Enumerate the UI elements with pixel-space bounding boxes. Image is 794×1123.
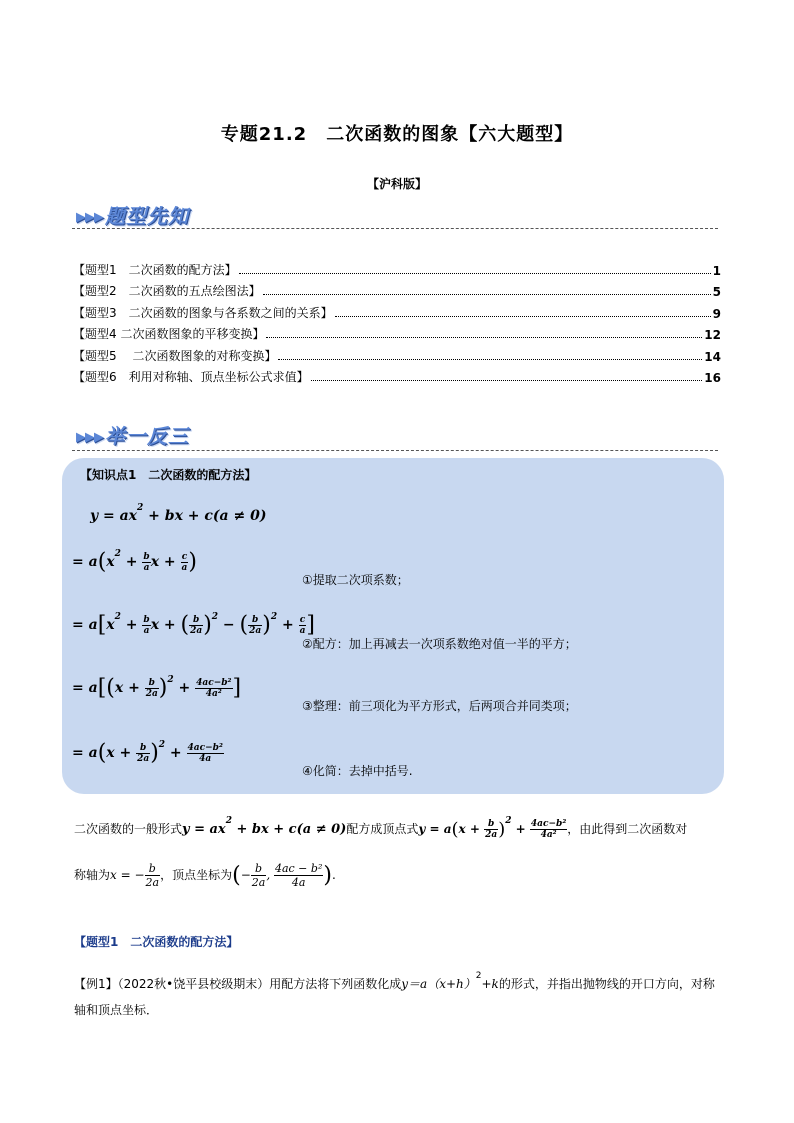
banner-preview-label: 题型先知 [105, 204, 189, 228]
formula-general-inline: $y = ax^2$ + bx + c(a ≠ 0) [182, 816, 347, 837]
toc-item-1[interactable]: 【题型1 二次函数的配方法】 1 [73, 262, 721, 278]
axis-formula: x = − $\frac{b}{2a}$ [110, 862, 160, 889]
toc-item-6[interactable]: 【题型6 利用对称轴、顶点坐标公式求值】 16 [73, 370, 721, 385]
summary-line-2: 称轴为x = − $\frac{b}{2a}$ ，顶点坐标为(− $\frac{b}{2a}$ , $\frac{\text{4ac − b²}}{4a}$ ). [74, 862, 336, 889]
step-note-3: ③整理：前三项化为平方形式，后两项合并同类项； [302, 699, 577, 713]
formula-general: $y = ax^2$ + bx + c(a ≠ 0) [90, 503, 267, 524]
formula-step-4: = a(x + $\frac{b}{2a}$ )$^2$ + $\frac{\text{4ac−b²}}{4a}$ [72, 740, 223, 766]
step-note-4: ④化简：去掉中括号. [302, 764, 413, 778]
toc-item-5[interactable]: 【题型5 二次函数图象的对称变换】 14 [73, 348, 721, 364]
formula-step-1: = $a(x^2$ + $\frac{b}{a}$ x + $\frac{c}{a}$ ) [72, 549, 197, 575]
table-of-contents [73, 256, 721, 385]
formula-vertex-inline: y = a(x + $\frac{b}{2a}$ )$^2$ + $\frac{\text{4ac−b²}}{\text{4a²}}$ [418, 816, 567, 840]
knowledge-title: 【知识点1 二次函数的配方法】 [80, 468, 257, 482]
section-title: 【题型1 二次函数的配方法】 [74, 935, 239, 949]
step-note-1: ①提取二次项系数； [302, 573, 409, 587]
toc-item-4[interactable]: 【题型4 二次函数图象的平移变换】 12 [73, 327, 721, 342]
example-1: 【例1】（2022秋•饶平县校级期末）用配方法将下列函数化成$y=a(x+h)^2+k$的形式，并指出抛物线的开口方向，对称轴和顶点坐标． [74, 971, 715, 1017]
formula-step-3: = a[(x + $\frac{b}{2a}$ )$^2$ + $\frac{\text{4ac−b²}}{\text{4a²}}$ ] [72, 675, 242, 701]
banner-preview [76, 200, 189, 229]
toc-item-2[interactable]: 【题型2 二次函数的五点绘图法】 5 [73, 284, 721, 299]
banner-practice [76, 420, 189, 449]
vertex-formula: (− $\frac{b}{2a}$ , $\frac{\text{4ac − b²}}{4a}$ ) [232, 862, 332, 889]
step-note-2: ②配方：加上再减去一次项系数绝对值一半的平方； [302, 637, 577, 651]
divider [72, 450, 718, 451]
banner-practice-label: 举一反三 [105, 424, 189, 448]
arrows-icon: ▶▶▶ [76, 430, 103, 445]
arrows-icon: ▶▶▶ [76, 210, 103, 225]
toc-item-3[interactable]: 【题型3 二次函数的图象与各系数之间的关系】 9 [73, 305, 721, 321]
page-title: 专题21.2 二次函数的图象【六大题型】 [220, 124, 574, 145]
formula-step-2: = $a[x^2$ + $\frac{b}{a}$ x + ( $\frac{b}{2a}$ )$^2$ − ( $\frac{b}{2a}$ )$^2$ + $\frac{c}{a}$ ] [72, 612, 316, 638]
divider [72, 228, 718, 229]
summary-line-1: 二次函数的一般形式$y = ax^2$ + bx + c(a ≠ 0)配方成顶点式y = a(x + $\frac{b}{2a}$ )$^2$ + $\frac{\text{4ac−b²}}{\text{4a²}}$ ，由此得到二次函数对 [74, 816, 688, 840]
edition-label: 【沪科版】 [366, 177, 427, 191]
